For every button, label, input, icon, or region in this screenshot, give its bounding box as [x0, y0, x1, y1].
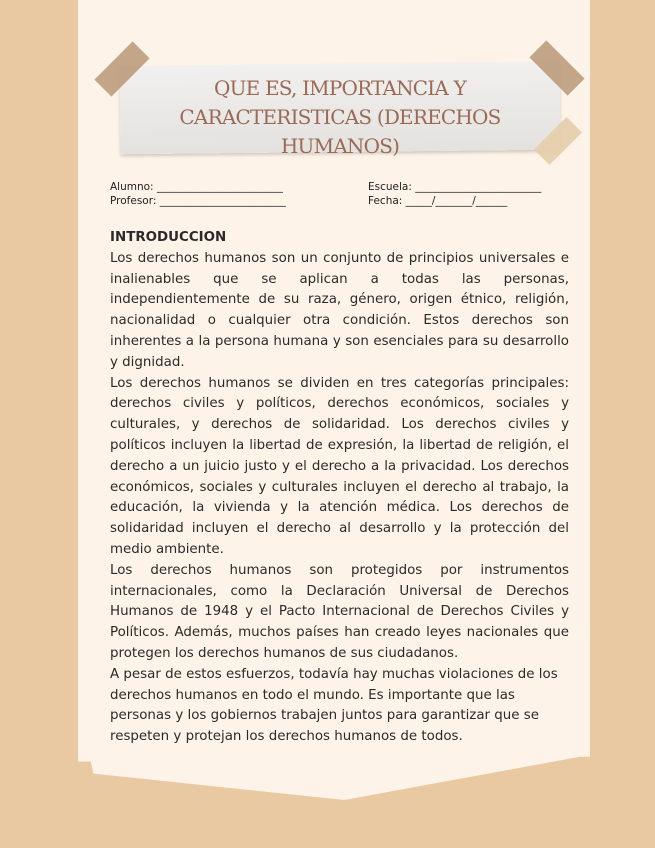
paragraph-1: Los derechos humanos son un conjunto de principios universales e inalienables que se aplican a todas las personas, independientemente de su raza, género, origen étnico, religión, nacionalidad o cualquier otra condición. Estos derechos son inherentes a la persona humana y son esenciales para su desarrollo y dignidad.	[110, 250, 569, 370]
paper-flap	[570, 10, 590, 50]
paragraph-2: Los derechos humanos se dividen en tres categorías principales: derechos civiles y políticos, derechos económicos, sociales y culturales, y derechos de solidaridad. Los derechos civiles y políticos incluyen la libertad de expresión, la libertad de religión, el derecho a un juicio justo y el derecho a la privacidad. Los derechos económicos, sociales y culturales incluyen el derecho al trabajo, la educación, la vivienda y la atención médica. Los derechos de solidaridad incluyen el derecho al desarrollo y la protección del medio ambiente.	[110, 375, 569, 557]
escuela-field[interactable]: Escuela: ________________________	[368, 181, 542, 193]
section-heading: INTRODUCCION	[110, 230, 227, 245]
profesor-field[interactable]: Profesor: ________________________	[110, 195, 286, 207]
document-body	[110, 228, 569, 748]
paragraph-4: A pesar de estos esfuerzos, todavía hay muchas violaciones de los derechos humanos en todo el mundo. Es importante que las personas y los gobiernos trabajen juntos para garantizar que se respeten y protejan los derechos humanos de todos.	[110, 666, 558, 745]
title-line-2: CARACTERISTICAS (DERECHOS HUMANOS)	[179, 105, 501, 158]
page-title	[120, 74, 560, 161]
student-info-fields	[110, 180, 580, 208]
paragraph-3: Los derechos humanos son protegidos por instrumentos internacionales, como la Declaración Universal de Derechos Humanos de 1948 y el Pacto Internacional de Derechos Civiles y Políticos. Además, muchos países han creado leyes nacionales que protegen los derechos humanos de sus ciudadanos.	[110, 562, 569, 661]
fecha-field[interactable]: Fecha: _____/_______/______	[368, 195, 508, 207]
title-line-1: QUE ES, IMPORTANCIA Y	[213, 76, 467, 100]
alumno-field[interactable]: Alumno: ________________________	[110, 181, 283, 193]
